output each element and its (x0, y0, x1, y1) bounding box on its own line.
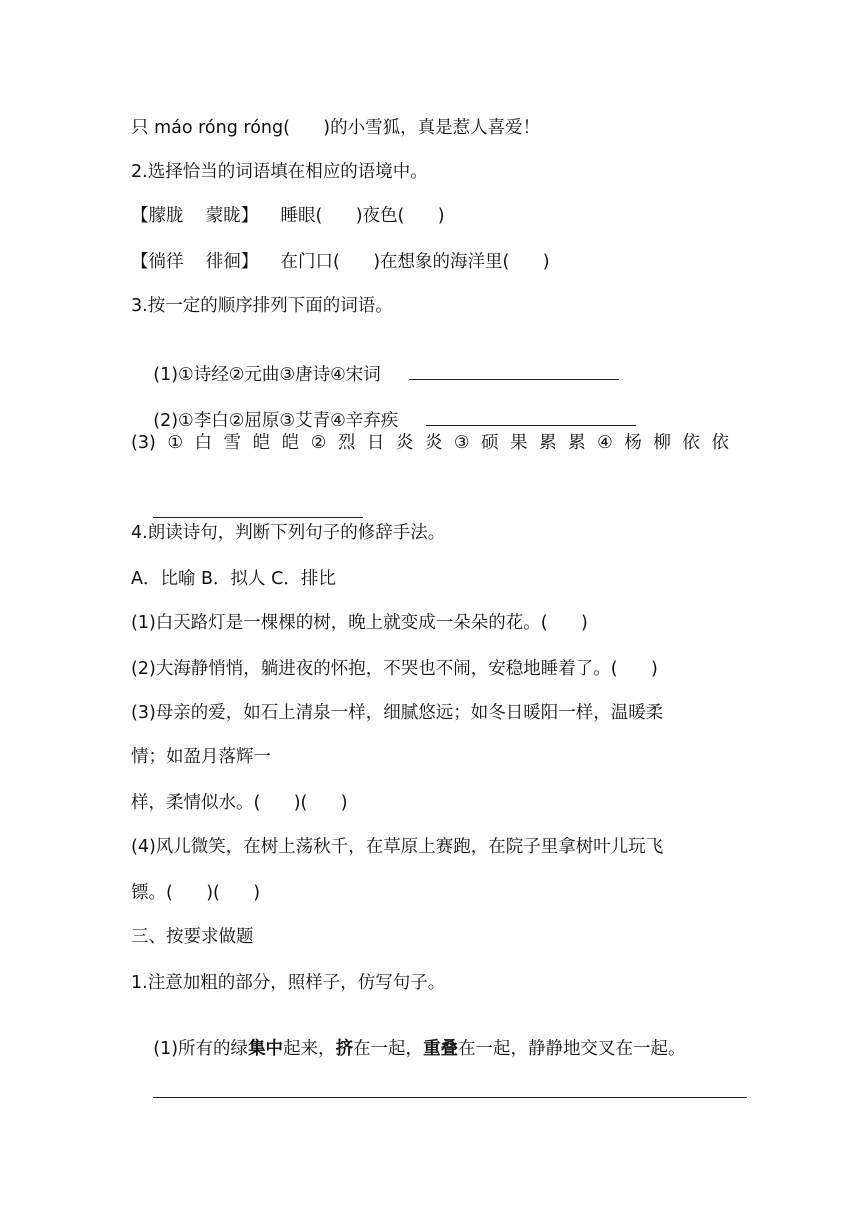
char: 炎 (395, 433, 414, 453)
question-4-options: A．比喻 B．拟人 C．排比 (131, 569, 336, 589)
char: ① (167, 433, 184, 453)
question-3-item-3 (131, 432, 729, 454)
bold-word: 重叠 (423, 1039, 459, 1059)
question-4-item-3-line-3: 样，柔情似水。( )( ) (131, 793, 348, 813)
char: 皑 (281, 433, 300, 453)
char: 杨 (624, 433, 642, 453)
char: 硕 (481, 433, 499, 453)
char: ③ (453, 433, 470, 453)
question-2-title: 2.选择恰当的词语填在相应的语境中。 (131, 162, 428, 182)
char: 依 (711, 433, 729, 453)
char: ④ (597, 433, 613, 453)
sentence-part: 在一起， (353, 1039, 424, 1059)
char: (3) (131, 433, 156, 453)
char: ② (310, 433, 327, 453)
sentence-part: 起来， (283, 1039, 336, 1059)
question-3-item-2-text: (2)①李白②屈原③艾青④辛弃疾 (153, 411, 399, 431)
answer-blank (426, 411, 636, 426)
char: 白 (194, 433, 213, 453)
char: 依 (682, 433, 700, 453)
question-3-title: 3.按一定的顺序排列下面的词语。 (131, 296, 393, 316)
char: 皑 (252, 433, 271, 453)
question-3-item-1-text: (1)①诗经②元曲③唐诗④宋词 (153, 365, 381, 385)
question-4-item-4-line-2: 镖。( )( ) (131, 883, 261, 903)
question-4-item-4-line-1: (4)风儿微笑，在树上荡秋千，在草原上赛跑，在院子里拿树叶儿玩飞 (131, 837, 664, 857)
char: 炎 (424, 433, 443, 453)
char: 累 (539, 433, 557, 453)
question-2-item-2: 【徜徉 徘徊】 在门口( )在想象的海洋里( ) (131, 252, 550, 272)
sentence-part: (1)所有的绿 (153, 1039, 249, 1059)
question-4-item-2: (2)大海静悄悄，躺进夜的怀抱，不哭也不闹，安稳地睡着了。( ) (131, 659, 658, 679)
answer-blank (153, 503, 363, 518)
char: 烈 (337, 433, 356, 453)
char: 累 (568, 433, 586, 453)
section-3-question-1-answer (131, 1060, 747, 1126)
sentence-part: 在一起，静静地交叉在一起。 (458, 1039, 686, 1059)
char: 果 (510, 433, 528, 453)
answer-blank (153, 1083, 747, 1098)
char: 日 (366, 433, 385, 453)
question-2-item-1: 【朦胧 蒙眬】 睡眼( )夜色( ) (131, 206, 445, 226)
question-4-title: 4.朗读诗句，判断下列句子的修辞手法。 (131, 523, 446, 543)
section-3-question-1-title: 1.注意加粗的部分，照样子，仿写句子。 (131, 973, 446, 993)
question-4-item-3-line-2: 情；如盈月落辉一 (131, 747, 271, 767)
line-snow-fox: 只 máo róng róng( )的小雪狐，真是惹人喜爱！ (131, 118, 541, 138)
bold-word: 挤 (335, 1039, 354, 1059)
question-4-item-1: (1)白天路灯是一棵棵的树，晚上就变成一朵朵的花。( ) (131, 613, 588, 633)
question-4-item-3-line-1: (3)母亲的爱，如石上清泉一样，细腻悠远；如冬日暖阳一样，温暖柔 (131, 703, 664, 723)
answer-blank (409, 365, 619, 380)
bold-word: 集中 (248, 1039, 284, 1059)
section-3-heading: 三、按要求做题 (131, 927, 254, 947)
char: 柳 (653, 433, 671, 453)
char: 雪 (223, 433, 242, 453)
